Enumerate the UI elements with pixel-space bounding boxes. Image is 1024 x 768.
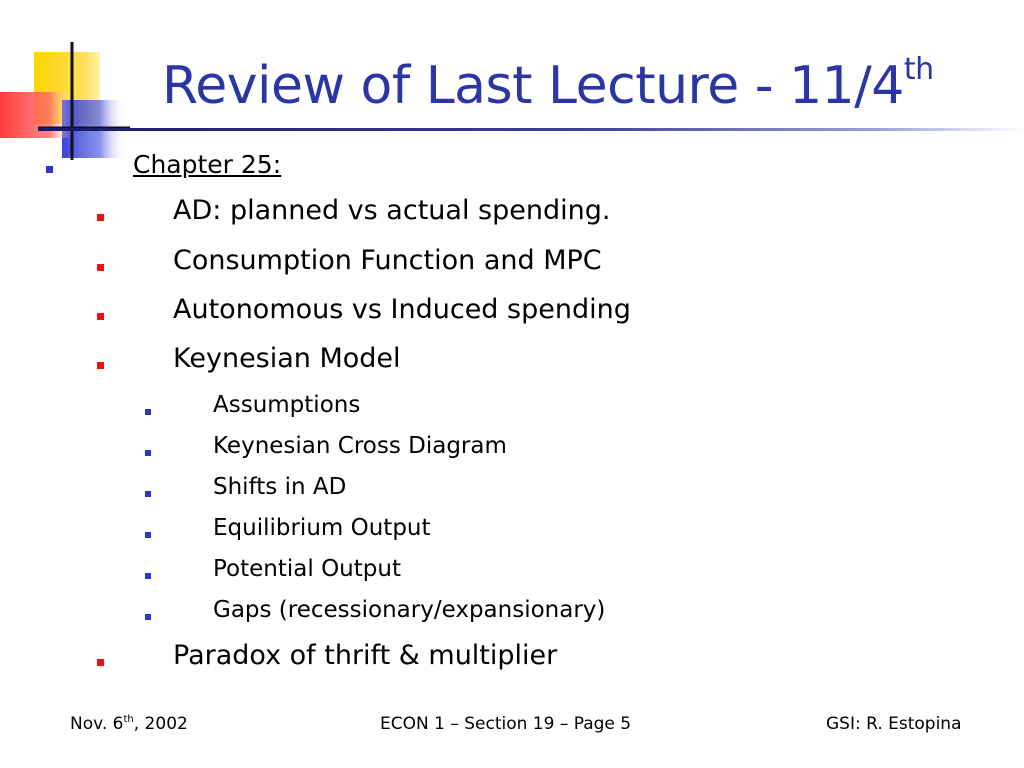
- sub-bullet-text: Gaps (recessionary/expansionary): [213, 597, 606, 623]
- footer-date-suffix: , 2002: [133, 714, 188, 734]
- square-bullet-icon: [97, 313, 104, 320]
- sub-bullet-text: Equilibrium Output: [213, 515, 431, 541]
- chapter-heading: Chapter 25:: [133, 150, 282, 179]
- slide-logo-decoration: [0, 0, 130, 170]
- square-bullet-icon: [97, 659, 104, 666]
- sub-bullet-text: Potential Output: [213, 556, 401, 582]
- bullet-text: Keynesian Model: [173, 343, 401, 374]
- footer-center: ECON 1 – Section 19 – Page 5: [380, 714, 632, 734]
- sub-bullet-text: Keynesian Cross Diagram: [213, 433, 507, 459]
- square-bullet-icon: [145, 491, 151, 497]
- sub-bullet-text: Shifts in AD: [213, 474, 347, 500]
- title-divider: [38, 128, 1024, 131]
- square-bullet-icon: [97, 362, 104, 369]
- square-bullet-icon: [46, 166, 53, 173]
- bullet-text: Paradox of thrift & multiplier: [173, 640, 558, 671]
- footer-date-superscript: th: [123, 714, 134, 725]
- bullet-text: Consumption Function and MPC: [173, 245, 602, 276]
- square-bullet-icon: [145, 409, 151, 415]
- footer-date-prefix: Nov. 6: [70, 714, 124, 734]
- square-bullet-icon: [145, 450, 151, 456]
- square-bullet-icon: [145, 614, 151, 620]
- square-bullet-icon: [145, 532, 151, 538]
- sub-bullet-text: Assumptions: [213, 392, 361, 418]
- footer-date: [70, 714, 188, 734]
- slide-title-text: Review of Last Lecture - 11/4: [162, 56, 904, 116]
- footer-right: GSI: R. Estopina: [826, 714, 962, 734]
- slide-title: [162, 52, 934, 116]
- slide-title-superscript: th: [903, 52, 934, 87]
- square-bullet-icon: [97, 214, 104, 221]
- bullet-text: Autonomous vs Induced spending: [173, 294, 631, 325]
- square-bullet-icon: [97, 264, 104, 271]
- bullet-text: AD: planned vs actual spending.: [173, 195, 611, 226]
- square-bullet-icon: [145, 573, 151, 579]
